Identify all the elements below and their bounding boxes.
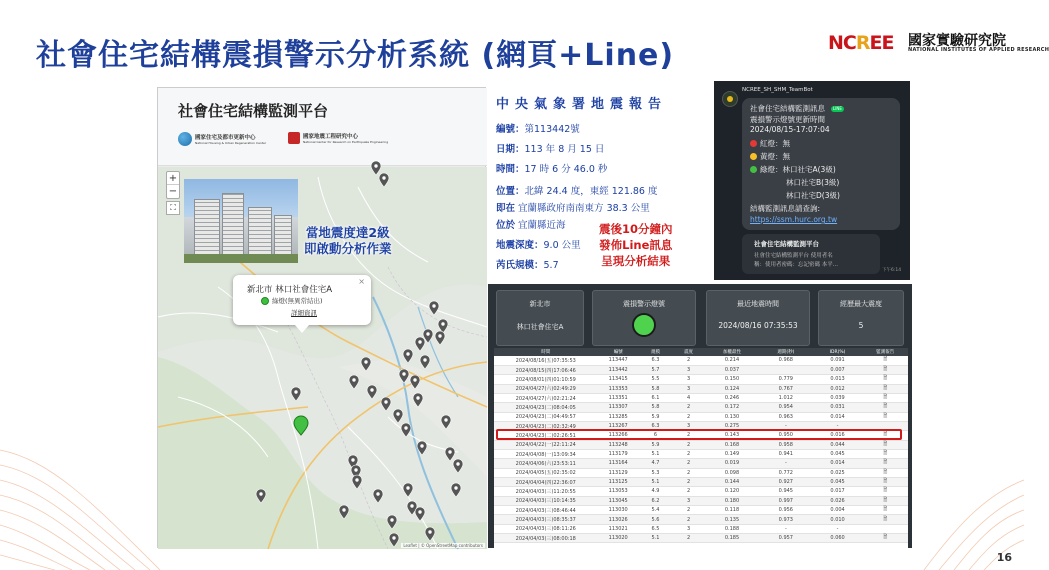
table-cell: 0.945 [759,487,813,496]
table-cell: - [759,459,813,468]
table-cell: 3 [672,384,705,393]
table-cell: 4 [672,393,705,402]
table-row[interactable] [494,356,908,365]
table-cell: 2024/08/15(四)17:06:46 [494,365,598,374]
table-row[interactable] [494,487,908,496]
org-hurc-en: National Housing & Urban Regeneration Center [195,141,267,145]
red-light-icon [750,140,757,147]
table-cell: 0.275 [705,421,759,430]
location-pin-icon[interactable] [415,507,425,521]
table-cell: 5.5 [639,375,672,384]
table-row[interactable] [494,524,908,533]
location-pin-icon[interactable] [361,357,371,371]
table-cell: 0.124 [705,384,759,393]
location-pin-icon[interactable] [453,459,463,473]
narlabs-logo [828,30,1049,56]
location-pin-icon[interactable] [352,475,362,489]
table-row[interactable] [494,477,908,486]
table-cell: 0.026 [813,496,863,505]
site-card [496,290,584,346]
table-cell: 2024/04/03(三)08:00:18 [494,534,598,543]
table-cell: 2 [672,356,705,365]
table-cell: 0.031 [813,403,863,412]
table-cell: 5.1 [639,449,672,458]
warning-light-card [592,290,696,346]
site-city: 新北市 [529,300,551,308]
report-file-icon[interactable]: 🗎 [862,449,908,458]
table-cell: 0.957 [759,534,813,543]
table-cell: 113053 [598,487,639,496]
table-row[interactable] [494,496,908,505]
bot-name: NCREE_SH_SHM_TeamBot [742,87,813,93]
table-cell: 0.779 [759,375,813,384]
table-cell: 2024/04/03(三)08:46:44 [494,506,598,515]
report-file-icon[interactable]: 🗎 [862,440,908,449]
report-magnitude: 芮氏規模：5.7 [496,260,559,271]
table-cell: 0.941 [759,449,813,458]
site-popup [233,275,371,325]
table-cell: 113415 [598,375,639,384]
table-cell: 113021 [598,524,639,533]
decorative-waves-left [0,420,160,570]
table-cell: 0.214 [705,356,759,365]
table-cell: 0.098 [705,468,759,477]
table-cell: 113179 [598,449,639,458]
org-hurc-name: 國家住宅及都市更新中心 [195,135,256,141]
table-cell: 0.007 [813,365,863,374]
line-notice-callout: 震後10分鐘內 發佈Line訊息 呈現分析結果 [599,222,673,268]
report-date: 日期：113 年 8 月 15 日 [496,144,605,155]
location-pin-icon[interactable] [379,173,389,187]
location-pin-icon[interactable] [291,387,301,401]
table-cell: 0.973 [759,515,813,524]
threshold-callout: 當地震度達2級 即啟動分析作業 [304,225,392,256]
table-cell: 0.135 [705,515,759,524]
table-cell: 6.2 [639,496,672,505]
location-pin-icon[interactable] [381,397,391,411]
message-time: 下午6:14 [882,268,902,273]
location-pin-icon[interactable] [371,161,381,175]
location-pin-icon[interactable] [410,375,420,389]
column-header: 時間 [494,348,598,356]
site-name: 林口社會住宅A [516,323,564,331]
table-cell: 2024/04/27(六)02:49:29 [494,384,598,393]
table-cell: 2024/04/23(二)02:26:51 [494,431,598,440]
table-cell: 2 [672,506,705,515]
location-pin-icon[interactable] [393,409,403,423]
fullscreen-button[interactable]: ⛶ [166,201,180,215]
table-cell: 113164 [598,459,639,468]
table-row[interactable] [494,384,908,393]
table-cell: 0.954 [759,403,813,412]
table-cell: 2 [672,412,705,421]
popup-close-icon[interactable]: × [358,277,365,286]
table-cell: 2 [672,534,705,543]
report-file-icon[interactable]: 🗎 [862,403,908,412]
preview-line-1: 社會住宅結構監測平台 使用者名 [754,253,833,259]
location-pin-icon[interactable] [435,331,445,345]
table-cell: 0.927 [759,477,813,486]
table-cell: 0.144 [705,477,759,486]
report-file-icon[interactable]: 🗎 [862,515,908,524]
table-cell: 5.4 [639,506,672,515]
max-intensity-label: 經歷最大震度 [840,300,882,308]
line-badge: LINE [833,105,842,111]
location-pin-icon[interactable] [441,415,451,429]
table-cell: 113248 [598,440,639,449]
popup-status: 綠燈(無異常結出) [261,296,323,305]
table-cell: 0.014 [813,412,863,421]
table-cell: 0.150 [705,375,759,384]
green-light-icon [750,166,757,173]
table-cell: 0.185 [705,534,759,543]
table-cell: 0.039 [813,393,863,402]
map-attribution: Leaflet | © OpenStreetMap contributors [403,543,483,548]
status-light-icon [632,313,656,337]
location-pin-icon[interactable] [401,423,411,437]
table-cell: 6.3 [639,421,672,430]
table-row[interactable] [494,459,908,468]
link-preview-card[interactable] [742,234,880,274]
table-cell: 5.6 [639,515,672,524]
table-cell: 113307 [598,403,639,412]
logo-mark: NCREE [828,32,894,54]
column-header: 監測報告 [862,348,908,356]
table-cell: 0.045 [813,477,863,486]
report-title: 中央氣象署地震報告 [496,97,668,112]
location-pin-icon[interactable] [387,515,397,529]
table-cell: 0.037 [705,365,759,374]
column-header: 編號 [598,348,639,356]
warning-light-label: 震損警示燈號 [623,300,665,308]
table-cell: 2024/04/04(四)22:36:07 [494,477,598,486]
location-pin-icon[interactable] [399,369,409,383]
table-cell: 3 [672,496,705,505]
logo-name-cn: 國家實驗研究院 [908,33,1006,49]
table-row[interactable] [494,375,908,384]
report-file-icon[interactable]: 🗎 [862,487,908,496]
message-green-3: 林口社宅D(3級) [786,191,840,200]
popup-detail-link[interactable]: 詳細資訊 [291,309,317,317]
latest-quake-card [706,290,810,346]
table-cell: 2024/04/03(三)08:11:26 [494,524,598,533]
message-timestamp: 2024/08/15-17:07:04 [750,125,830,134]
table-cell: 113353 [598,384,639,393]
table-cell: 0.968 [759,356,813,365]
platform-url-link[interactable]: https://ssm.hurc.org.tw [750,215,838,224]
page-number: 16 [996,551,1012,564]
table-cell: 2 [672,487,705,496]
column-header: IDR(%) [813,348,863,356]
table-cell: 0.180 [705,496,759,505]
report-file-icon[interactable]: 🗎 [862,506,908,515]
cwa-earthquake-report [492,87,710,277]
table-cell: 2024/04/23(二)04:49:57 [494,412,598,421]
report-file-icon[interactable]: 🗎 [862,384,908,393]
table-cell: 113129 [598,468,639,477]
org-hurc [178,132,266,146]
column-header: 週期(秒) [759,348,813,356]
table-cell: 3 [672,365,705,374]
location-pin-icon[interactable] [403,483,413,497]
table-cell: 6.3 [639,356,672,365]
table-cell: 5.9 [639,440,672,449]
table-row[interactable] [494,403,908,412]
report-file-icon[interactable]: 🗎 [862,393,908,402]
line-chat-panel [714,81,910,280]
table-cell: 2 [672,459,705,468]
message-query: 結構監測訊息請查詢: [750,204,821,213]
table-cell: 0.017 [813,487,863,496]
table-cell: 0.767 [759,384,813,393]
highlighted-row-box [496,429,902,440]
report-file-icon[interactable]: 🗎 [862,534,908,543]
table-cell: 113267 [598,421,639,430]
slide-title: 社會住宅結構震損警示分析系統 (網頁+Line) [36,38,675,73]
table-row[interactable] [494,449,908,458]
location-pin-icon[interactable] [425,527,435,541]
alert-message-bubble [742,98,900,230]
message-red: 紅燈：無 [760,139,790,148]
report-file-icon[interactable] [862,524,908,533]
yellow-light-icon [750,153,757,160]
table-cell: 113442 [598,365,639,374]
max-intensity-card [818,290,904,346]
table-cell: 3 [672,421,705,430]
table-row[interactable] [494,393,908,402]
table-cell: 0.958 [759,440,813,449]
table-cell: 113285 [598,412,639,421]
table-cell: 0.149 [705,449,759,458]
monitoring-platform-panel [157,87,486,548]
table-cell: 5.8 [639,403,672,412]
report-file-icon[interactable]: 🗎 [862,459,908,468]
table-cell: 0.012 [813,384,863,393]
table-row[interactable] [494,468,908,477]
location-pin-icon[interactable] [339,505,349,519]
report-file-icon[interactable]: 🗎 [862,412,908,421]
table-cell: 2 [672,468,705,477]
building-markers [158,167,487,549]
location-pin-icon[interactable] [389,533,399,547]
table-cell: 4.9 [639,487,672,496]
table-cell: 0.004 [813,506,863,515]
table-cell: 2 [672,440,705,449]
table-cell: 113351 [598,393,639,402]
table-cell: 2 [672,431,705,440]
table-cell: 113020 [598,534,639,543]
table-cell: 5.7 [639,365,672,374]
table-cell: 2024/08/16(五)07:35:53 [494,356,598,365]
table-row[interactable] [494,412,908,421]
column-header: 加權最性 [705,348,759,356]
table-cell: 2024/08/01(四)01:10:59 [494,375,598,384]
table-cell: 2024/04/23(二)02:32:49 [494,421,598,430]
table-cell: 0.044 [813,440,863,449]
table-cell: 113447 [598,356,639,365]
table-cell: 2024/04/03(三)08:35:37 [494,515,598,524]
table-cell: 2024/04/08(一)13:09:34 [494,449,598,458]
table-cell: 113045 [598,496,639,505]
location-pin-icon[interactable] [367,385,377,399]
table-cell: 0.130 [705,412,759,421]
table-cell: 0.172 [705,403,759,412]
table-cell: 4.7 [639,459,672,468]
platform-header [158,88,487,166]
preview-line-2: 稱：使用者密碼：忘記密碼 本平... [754,262,838,268]
active-site-pin-icon[interactable] [294,416,308,435]
table-cell: 0.045 [813,449,863,458]
table-cell [759,365,813,374]
table-cell: - [759,524,813,533]
table-cell: 0.016 [813,431,863,440]
table-cell: 2 [672,477,705,486]
location-pin-icon[interactable] [417,441,427,455]
location-pin-icon[interactable] [451,483,461,497]
table-cell: 6.5 [639,524,672,533]
location-pin-icon[interactable] [403,349,413,363]
table-cell: - [759,421,813,430]
report-file-icon[interactable]: 🗎 [862,356,908,365]
hurc-logo-icon [178,132,192,146]
table-cell: 0.118 [705,506,759,515]
report-relative-location: 即在 宜蘭縣政府南南東方 38.3 公里 [496,203,650,214]
table-cell: 113125 [598,477,639,486]
table-cell: 2024/04/05(五)02:35:02 [494,468,598,477]
platform-title: 社會住宅結構監測平台 [178,102,329,120]
message-green-2: 林口社宅B(3級) [786,178,840,187]
preview-title: 社會住宅結構監測平台 [754,240,819,248]
report-file-icon[interactable]: 🗎 [862,496,908,505]
logo-name-en: NATIONAL INSTITUTES OF APPLIED RESEARCH [908,47,1049,53]
location-pin-icon[interactable] [429,301,439,315]
table-row[interactable] [494,365,908,374]
table-cell: 2024/04/27(六)02:21:24 [494,393,598,402]
table-cell: 5.8 [639,384,672,393]
table-cell: 0.019 [705,459,759,468]
table-cell: 6 [639,431,672,440]
table-cell: 1.012 [759,393,813,402]
popup-title: 新北市 林口社會住宅A [247,285,333,295]
report-file-icon[interactable]: 🗎 [862,477,908,486]
message-yellow: 黃燈：無 [760,152,790,161]
zoom-in-button[interactable]: + [168,173,178,184]
table-cell: 0.997 [759,496,813,505]
table-header [494,348,908,356]
org-ncree [288,132,388,144]
report-region: 位於 宜蘭縣近海 [496,220,566,231]
table-cell: - [813,524,863,533]
table-cell: 0.168 [705,440,759,449]
latest-quake-label: 最近地震時間 [737,300,779,308]
earthquake-history-table [494,348,908,548]
table-cell: 2024/04/03(三)11:20:55 [494,487,598,496]
table-cell: 0.246 [705,393,759,402]
building-dashboard [488,284,912,548]
table-row[interactable] [494,515,908,524]
location-pin-icon[interactable] [349,375,359,389]
table-cell: 113266 [598,431,639,440]
table-cell: 2024/04/23(二)08:04:05 [494,403,598,412]
message-subtitle: 震損警示燈號更新時間 [750,115,825,124]
report-time: 時間：17 時 6 分 46.0 秒 [496,164,608,175]
table-cell: 0.060 [813,534,863,543]
table-cell: 0.014 [813,459,863,468]
table-cell: 5.1 [639,534,672,543]
report-file-icon[interactable]: 🗎 [862,468,908,477]
location-pin-icon[interactable] [413,393,423,407]
location-pin-icon[interactable] [256,489,266,503]
table-row[interactable] [494,440,908,449]
table-cell: 0.013 [813,375,863,384]
report-file-icon[interactable]: 🗎 [862,375,908,384]
bot-avatar [722,91,738,107]
column-header: 震度 [672,348,705,356]
table-cell: 0.956 [759,506,813,515]
report-file-icon[interactable]: 🗎 [862,365,908,374]
table-cell: 5.3 [639,468,672,477]
location-pin-icon[interactable] [420,355,430,369]
table-cell: 0.025 [813,468,863,477]
org-ncree-name: 國家地震工程研究中心 [303,134,359,140]
table-cell: 0.120 [705,487,759,496]
zoom-out-button[interactable]: − [168,186,178,197]
table-cell: 2024/04/22(一)22:11:24 [494,440,598,449]
report-file-icon[interactable]: 🗎 [862,431,908,440]
report-depth: 地震深度：9.0 公里 [496,240,581,251]
table-cell: 0.143 [705,431,759,440]
table-cell: 0.188 [705,524,759,533]
table-cell: - [813,421,863,430]
report-location: 位置：北緯 24.4 度，東經 121.86 度 [496,186,658,197]
table-cell: 113030 [598,506,639,515]
location-pin-icon[interactable] [445,447,455,461]
table-cell: 2024/04/03(三)10:14:35 [494,496,598,505]
table-cell: 2024/04/06(六)23:53:11 [494,459,598,468]
table-cell: 6.1 [639,393,672,402]
location-pin-icon[interactable] [415,337,425,351]
max-intensity-value: 5 [858,321,864,330]
table-cell: 2 [672,449,705,458]
table-cell: 3 [672,524,705,533]
latest-quake-value: 2024/08/16 07:35:53 [718,321,798,330]
table-row[interactable] [494,534,908,543]
org-ncree-en: National Center for Research on Earthquake Engineering [303,140,389,144]
table-cell: 113026 [598,515,639,524]
table-cell: 3 [672,375,705,384]
location-pin-icon[interactable] [373,489,383,503]
table-cell: 0.772 [759,468,813,477]
table-row[interactable] [494,506,908,515]
table-cell: 0.963 [759,412,813,421]
message-title: 社會住宅結構監測訊息 [750,104,825,113]
ncree-logo-icon [288,132,300,144]
table-cell: 0.091 [813,356,863,365]
report-id: 編號：第113442號 [496,124,580,135]
table-cell: 5.9 [639,412,672,421]
table-cell: 2 [672,515,705,524]
column-header: 規模 [639,348,672,356]
table-cell: 5.1 [639,477,672,486]
green-light-icon [261,297,269,305]
table-cell: 2 [672,403,705,412]
map-canvas[interactable] [158,167,487,549]
table-cell: 0.950 [759,431,813,440]
message-green: 綠燈：林口社宅A(3級) [760,165,836,174]
table-cell: 0.010 [813,515,863,524]
